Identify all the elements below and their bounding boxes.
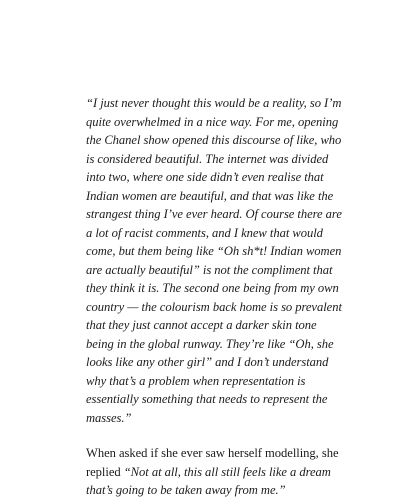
quote-paragraph: “I just never thought this would be a reality, so I’m quite overwhelmed in a nice way. For me, opening the Chanel show opened this discourse of like, who is considered beautiful. The internet was divided into two, where one side didn’t even realise that Indian women are beautiful, and that was like the strangest thing I’ve ever heard. Of course there are a lot of racist comments, and I knew that would come, but them being like “Oh sh*t! Indian women are actually beautiful” is not the compliment that they think it is. The second one being from my own country — the colourism back home is so prevalent that they just cannot accept a darker skin tone being in the global runway. They’re like “Oh, she looks like any other girl” and I don’t understand why that’s a problem when representation is essentially something that needs to represent the masses.”	[86, 96, 342, 425]
closing-paragraph	[86, 444, 346, 500]
closing-intro-text: When asked if she ever saw herself modelling, she replied	[86, 446, 339, 479]
article-body	[86, 94, 346, 500]
closing-quote-text: “Not at all, this all still feels like a dream that’s going to be taken away from me.”	[86, 464, 331, 497]
